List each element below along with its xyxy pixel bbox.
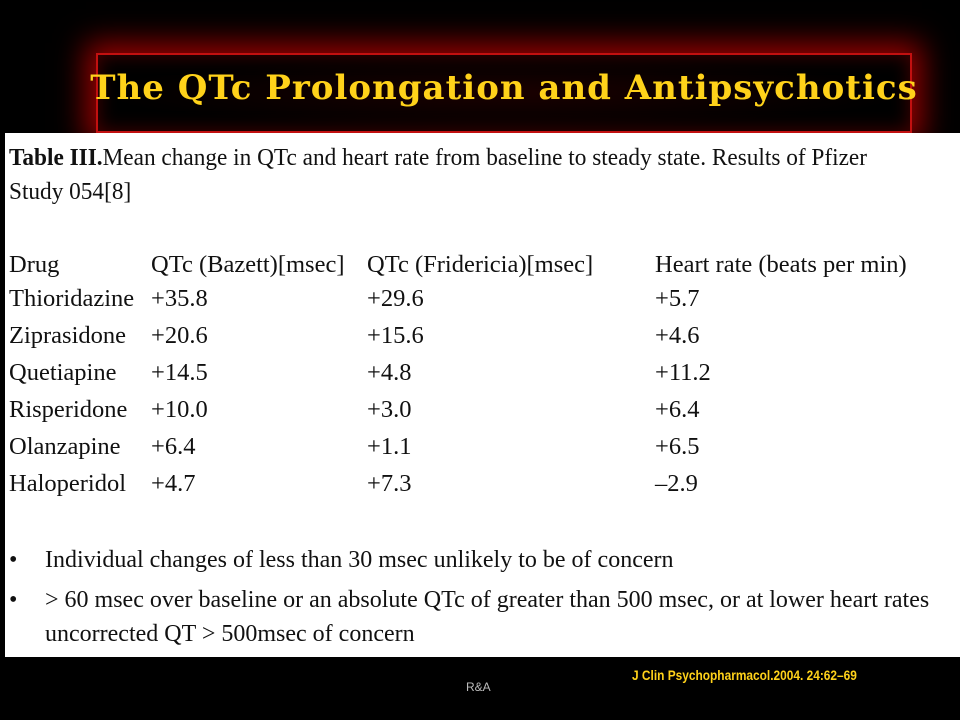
slide-title: The QTc Prolongation and Antipsychotics — [90, 68, 918, 108]
bullet-item — [9, 543, 954, 577]
table-row — [5, 359, 960, 395]
bazett-value: +35.8 — [151, 285, 208, 312]
fridericia-value: +7.3 — [367, 470, 412, 497]
header-heart-rate: Heart rate (beats per min) — [655, 251, 907, 278]
heart-rate-value: +6.5 — [655, 433, 700, 460]
bazett-value: +6.4 — [151, 433, 196, 460]
drug-name: Quetiapine — [9, 359, 117, 386]
table-row — [5, 470, 960, 506]
caption-label: Table III. — [9, 145, 103, 171]
fridericia-value: +3.0 — [367, 396, 412, 423]
citation: J Clin Psychopharmacol.2004. 24:62–69 — [632, 667, 857, 683]
drug-name: Ziprasidone — [9, 322, 127, 349]
caption-text: Mean change in QTc and heart rate from baseline to steady state. Results of Pfizer Study 054[8] — [9, 145, 868, 205]
table-row — [5, 396, 960, 432]
fridericia-value: +1.1 — [367, 433, 412, 460]
bazett-value: +14.5 — [151, 359, 208, 386]
header-bazett: QTc (Bazett)[msec] — [151, 251, 345, 278]
bullet-item — [9, 583, 954, 651]
bullet-text: > 60 msec over baseline or an absolute QTc of greater than 500 msec, or at lower heart rates uncorrected QT > 500msec of concern — [45, 587, 930, 647]
footer-text: R&A — [466, 680, 491, 694]
bazett-value: +4.7 — [151, 470, 196, 497]
header-drug: Drug — [9, 251, 60, 278]
fridericia-value: +15.6 — [367, 322, 424, 349]
table-row — [5, 433, 960, 469]
table-row — [5, 285, 960, 321]
table-row — [5, 322, 960, 358]
table-header-row — [5, 251, 960, 287]
heart-rate-value: +5.7 — [655, 285, 700, 312]
fridericia-value: +4.8 — [367, 359, 412, 386]
header-fridericia: QTc (Fridericia)[msec] — [367, 251, 594, 278]
bazett-value: +20.6 — [151, 322, 208, 349]
drug-name: Risperidone — [9, 396, 128, 423]
drug-name: Haloperidol — [9, 470, 127, 497]
heart-rate-value: +11.2 — [655, 359, 711, 386]
drug-name: Olanzapine — [9, 433, 121, 460]
fridericia-value: +29.6 — [367, 285, 424, 312]
bazett-value: +10.0 — [151, 396, 208, 423]
bullet-dot: • — [9, 547, 18, 573]
bullet-dot: • — [9, 587, 18, 613]
table-caption — [9, 141, 911, 209]
heart-rate-value: +4.6 — [655, 322, 700, 349]
heart-rate-value: –2.9 — [655, 470, 698, 497]
bullet-list — [9, 543, 954, 651]
heart-rate-value: +6.4 — [655, 396, 700, 423]
table-panel — [5, 133, 960, 657]
bullet-text: Individual changes of less than 30 msec unlikely to be of concern — [45, 547, 674, 573]
drug-name: Thioridazine — [9, 285, 135, 312]
